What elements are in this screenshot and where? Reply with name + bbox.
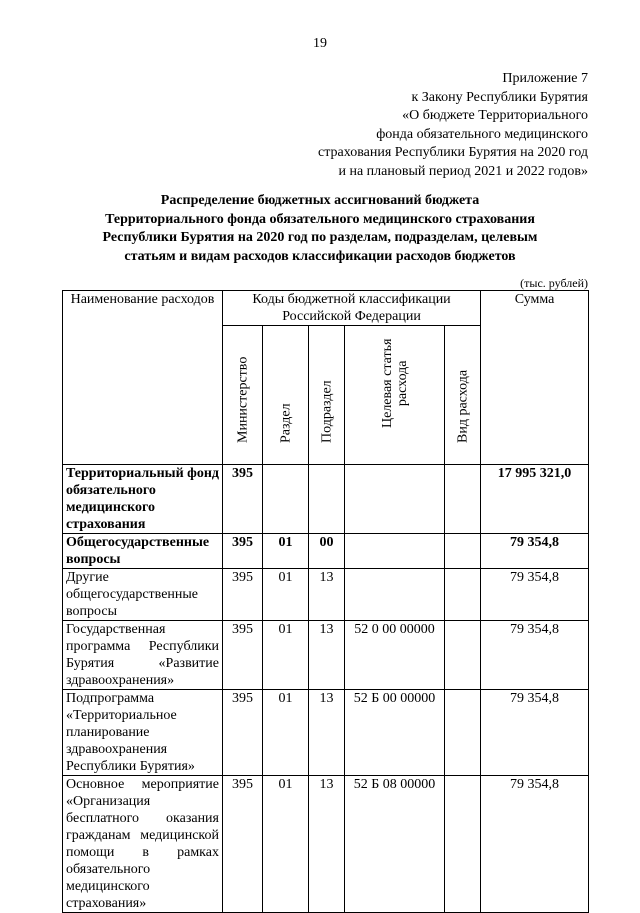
header-target: Целевая статья расхода bbox=[345, 326, 445, 465]
row-target bbox=[345, 465, 445, 534]
row-sum: 79 354,8 bbox=[481, 690, 589, 776]
table-row bbox=[63, 569, 589, 621]
row-subsection bbox=[309, 465, 345, 534]
budget-table bbox=[62, 290, 589, 913]
row-ministry: 395 bbox=[223, 621, 263, 690]
appendix-line: «О бюджете Территориального bbox=[402, 108, 588, 123]
row-ministry: 395 bbox=[223, 690, 263, 776]
title-line: Распределение бюджетных ассигнований бюджета bbox=[160, 193, 480, 208]
row-target: 52 Б 00 00000 bbox=[345, 690, 445, 776]
row-target: 52 Б 08 00000 bbox=[345, 776, 445, 913]
appendix-line: страхования Республики Бурятия на 2020 год bbox=[318, 145, 588, 160]
title-line: Территориального фонда обязательного медицинского страхования bbox=[105, 211, 535, 227]
row-ministry: 395 bbox=[223, 776, 263, 913]
row-section: 01 bbox=[263, 776, 309, 913]
row-sum: 79 354,8 bbox=[481, 569, 589, 621]
row-sum: 79 354,8 bbox=[481, 776, 589, 913]
header-codes: Коды бюджетной классификации Российской Федерации bbox=[223, 291, 481, 326]
row-ministry: 395 bbox=[223, 534, 263, 569]
header-name: Наименование расходов bbox=[63, 291, 223, 465]
table-row bbox=[63, 690, 589, 776]
header-subsection: Подраздел bbox=[309, 326, 345, 465]
appendix-line: к Закону Республики Бурятия bbox=[411, 89, 588, 105]
row-name: Общегосударственные вопросы bbox=[63, 534, 223, 569]
header-ministry: Министерство bbox=[223, 326, 263, 465]
header-section: Раздел bbox=[263, 326, 309, 465]
row-expense-type bbox=[445, 465, 481, 534]
row-ministry: 395 bbox=[223, 465, 263, 534]
row-target bbox=[345, 534, 445, 569]
page-number: 19 bbox=[313, 36, 327, 51]
row-subsection: 13 bbox=[309, 569, 345, 621]
row-expense-type bbox=[445, 534, 481, 569]
row-name: Подпрограмма «Территориальное планирование здравоохранения Республики Бурятия» bbox=[63, 690, 223, 776]
row-subsection: 13 bbox=[309, 776, 345, 913]
row-name: Основное мероприятие «Организация бесплатного оказания гражданам медицинской помощи в рамках обязательного медицинского страхования» bbox=[63, 776, 223, 913]
table-row bbox=[63, 621, 589, 690]
document-title bbox=[60, 192, 580, 266]
appendix-line: фонда обязательного медицинского bbox=[376, 126, 588, 142]
row-expense-type bbox=[445, 621, 481, 690]
row-section: 01 bbox=[263, 690, 309, 776]
row-section: 01 bbox=[263, 621, 309, 690]
appendix-line: Приложение 7 bbox=[502, 71, 588, 86]
row-sum: 17 995 321,0 bbox=[481, 465, 589, 534]
table-row bbox=[63, 465, 589, 534]
row-subsection: 13 bbox=[309, 690, 345, 776]
row-subsection: 13 bbox=[309, 621, 345, 690]
table-row bbox=[63, 534, 589, 569]
header-sum: Сумма bbox=[481, 291, 589, 465]
row-ministry: 395 bbox=[223, 569, 263, 621]
title-line: Республики Бурятия на 2020 год по разделам, подразделам, целевым bbox=[102, 230, 538, 245]
row-target: 52 0 00 00000 bbox=[345, 621, 445, 690]
row-section bbox=[263, 465, 309, 534]
row-subsection: 00 bbox=[309, 534, 345, 569]
row-sum: 79 354,8 bbox=[481, 534, 589, 569]
row-section: 01 bbox=[263, 534, 309, 569]
row-sum: 79 354,8 bbox=[481, 621, 589, 690]
appendix-header bbox=[268, 70, 588, 181]
row-expense-type bbox=[445, 776, 481, 913]
units-label: (тыс. рублей) bbox=[520, 276, 588, 290]
row-section: 01 bbox=[263, 569, 309, 621]
row-target bbox=[345, 569, 445, 621]
row-name: Государственная программа Республики Бурятия «Развитие здравоохранения» bbox=[63, 621, 223, 690]
row-name: Территориальный фонд обязательного медицинского страхования bbox=[63, 465, 223, 534]
row-expense-type bbox=[445, 569, 481, 621]
row-name: Другие общегосударственные вопросы bbox=[63, 569, 223, 621]
row-expense-type bbox=[445, 690, 481, 776]
appendix-line: и на плановый период 2021 и 2022 годов» bbox=[338, 163, 588, 179]
header-expense-type: Вид расхода bbox=[445, 326, 481, 465]
title-line: статьям и видам расходов классификации расходов бюджетов bbox=[124, 248, 516, 264]
table-row bbox=[63, 776, 589, 913]
